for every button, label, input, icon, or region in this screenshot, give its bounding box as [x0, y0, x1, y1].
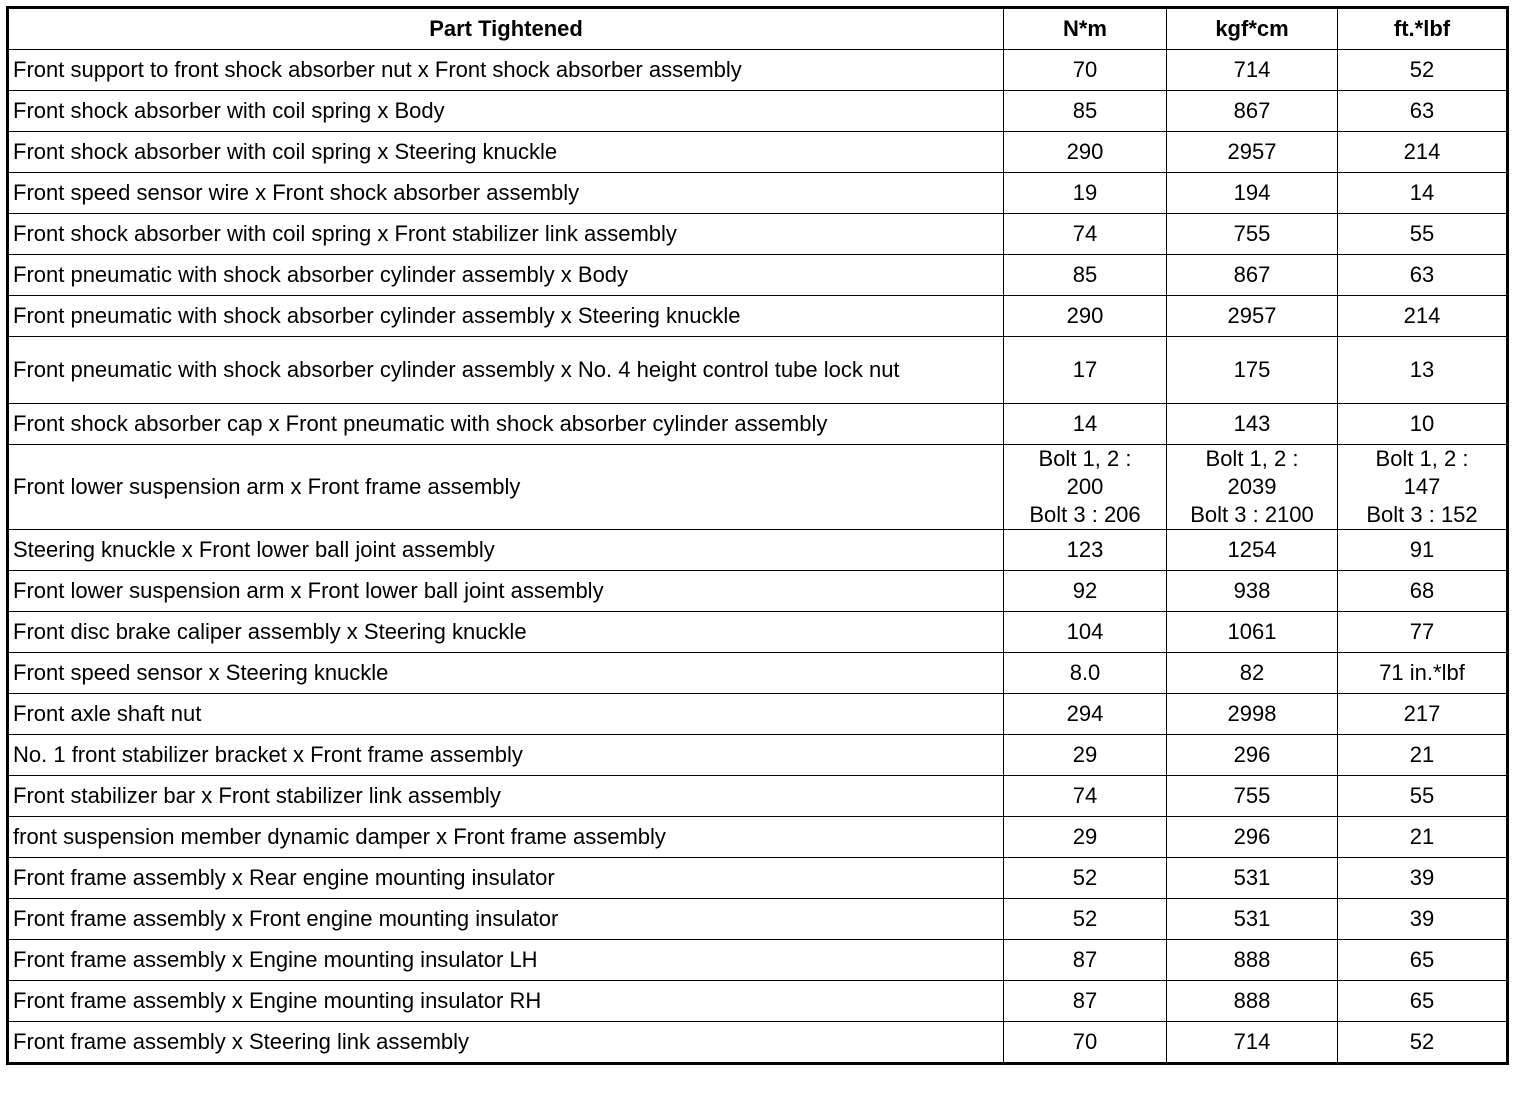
- kgfcm-cell: 296: [1167, 735, 1338, 776]
- table-row: [8, 899, 1508, 940]
- ftlbf-cell: 13: [1338, 337, 1508, 404]
- table-row: [8, 735, 1508, 776]
- table-row: [8, 858, 1508, 899]
- torque-spec-table: [6, 6, 1509, 1065]
- table-row: [8, 776, 1508, 817]
- ftlbf-cell: Bolt 1, 2 : 147 Bolt 3 : 152: [1338, 445, 1508, 530]
- ftlbf-cell: 21: [1338, 735, 1508, 776]
- nm-cell: 29: [1004, 817, 1167, 858]
- kgfcm-cell: 888: [1167, 940, 1338, 981]
- ftlbf-cell: 21: [1338, 817, 1508, 858]
- kgfcm-cell: 2957: [1167, 132, 1338, 173]
- ftlbf-cell: 68: [1338, 571, 1508, 612]
- nm-cell: 74: [1004, 776, 1167, 817]
- kgfcm-cell: 1061: [1167, 612, 1338, 653]
- kgfcm-cell: 194: [1167, 173, 1338, 214]
- part-cell: Front frame assembly x Front engine mounting insulator: [8, 899, 1004, 940]
- part-cell: Front pneumatic with shock absorber cylinder assembly x Body: [8, 255, 1004, 296]
- nm-cell: 74: [1004, 214, 1167, 255]
- part-cell: Front shock absorber with coil spring x Steering knuckle: [8, 132, 1004, 173]
- ftlbf-cell: 65: [1338, 981, 1508, 1022]
- ftlbf-cell: 65: [1338, 940, 1508, 981]
- table-row: [8, 214, 1508, 255]
- table-row: [8, 817, 1508, 858]
- nm-cell: 92: [1004, 571, 1167, 612]
- kgfcm-cell: 888: [1167, 981, 1338, 1022]
- table-row: [8, 530, 1508, 571]
- part-cell: Front support to front shock absorber nut x Front shock absorber assembly: [8, 50, 1004, 91]
- ftlbf-cell: 77: [1338, 612, 1508, 653]
- ftlbf-cell: 214: [1338, 296, 1508, 337]
- nm-cell: 14: [1004, 404, 1167, 445]
- kgfcm-cell: 938: [1167, 571, 1338, 612]
- part-cell: Front frame assembly x Engine mounting insulator LH: [8, 940, 1004, 981]
- ftlbf-cell: 91: [1338, 530, 1508, 571]
- part-cell: Front disc brake caliper assembly x Steering knuckle: [8, 612, 1004, 653]
- nm-cell: 70: [1004, 1022, 1167, 1064]
- part-cell: Front lower suspension arm x Front lower ball joint assembly: [8, 571, 1004, 612]
- part-cell: Front shock absorber with coil spring x Front stabilizer link assembly: [8, 214, 1004, 255]
- part-cell: Front shock absorber cap x Front pneumatic with shock absorber cylinder assembly: [8, 404, 1004, 445]
- kgfcm-cell: 867: [1167, 91, 1338, 132]
- part-cell: Front frame assembly x Rear engine mounting insulator: [8, 858, 1004, 899]
- part-cell: Front frame assembly x Steering link assembly: [8, 1022, 1004, 1064]
- part-cell: Front shock absorber with coil spring x Body: [8, 91, 1004, 132]
- kgfcm-cell: 867: [1167, 255, 1338, 296]
- ftlbf-cell: 63: [1338, 91, 1508, 132]
- kgfcm-cell: 714: [1167, 50, 1338, 91]
- part-cell: Front pneumatic with shock absorber cylinder assembly x No. 4 height control tube lock nut: [8, 337, 1004, 404]
- table-row: [8, 50, 1508, 91]
- kgfcm-cell: 531: [1167, 899, 1338, 940]
- kgfcm-cell: Bolt 1, 2 : 2039 Bolt 3 : 2100: [1167, 445, 1338, 530]
- part-cell: Front stabilizer bar x Front stabilizer link assembly: [8, 776, 1004, 817]
- part-cell: No. 1 front stabilizer bracket x Front frame assembly: [8, 735, 1004, 776]
- kgfcm-cell: 531: [1167, 858, 1338, 899]
- header-ftlbf: ft.*lbf: [1338, 8, 1508, 50]
- ftlbf-cell: 63: [1338, 255, 1508, 296]
- nm-cell: 294: [1004, 694, 1167, 735]
- table-row: [8, 296, 1508, 337]
- kgfcm-cell: 2998: [1167, 694, 1338, 735]
- nm-cell: 85: [1004, 255, 1167, 296]
- part-cell: Front speed sensor x Steering knuckle: [8, 653, 1004, 694]
- nm-cell: 29: [1004, 735, 1167, 776]
- nm-cell: 290: [1004, 296, 1167, 337]
- table-row: [8, 694, 1508, 735]
- part-cell: front suspension member dynamic damper x Front frame assembly: [8, 817, 1004, 858]
- table-row: [8, 612, 1508, 653]
- nm-cell: 8.0: [1004, 653, 1167, 694]
- ftlbf-cell: 55: [1338, 776, 1508, 817]
- kgfcm-cell: 2957: [1167, 296, 1338, 337]
- part-cell: Front axle shaft nut: [8, 694, 1004, 735]
- nm-cell: 52: [1004, 899, 1167, 940]
- ftlbf-cell: 52: [1338, 1022, 1508, 1064]
- nm-cell: 85: [1004, 91, 1167, 132]
- header-nm: N*m: [1004, 8, 1167, 50]
- table-row: [8, 132, 1508, 173]
- part-cell: Front lower suspension arm x Front frame assembly: [8, 445, 1004, 530]
- header-row: [8, 8, 1508, 50]
- ftlbf-cell: 214: [1338, 132, 1508, 173]
- header-part-tightened: Part Tightened: [8, 8, 1004, 50]
- ftlbf-cell: 10: [1338, 404, 1508, 445]
- kgfcm-cell: 714: [1167, 1022, 1338, 1064]
- table-row: [8, 1022, 1508, 1064]
- ftlbf-cell: 39: [1338, 858, 1508, 899]
- part-cell: Steering knuckle x Front lower ball joint assembly: [8, 530, 1004, 571]
- ftlbf-cell: 52: [1338, 50, 1508, 91]
- ftlbf-cell: 217: [1338, 694, 1508, 735]
- nm-cell: 52: [1004, 858, 1167, 899]
- table-row: [8, 404, 1508, 445]
- table-row: [8, 571, 1508, 612]
- ftlbf-cell: 55: [1338, 214, 1508, 255]
- kgfcm-cell: 143: [1167, 404, 1338, 445]
- table-row: [8, 445, 1508, 530]
- kgfcm-cell: 755: [1167, 214, 1338, 255]
- nm-cell: 104: [1004, 612, 1167, 653]
- ftlbf-cell: 14: [1338, 173, 1508, 214]
- header-kgfcm: kgf*cm: [1167, 8, 1338, 50]
- kgfcm-cell: 82: [1167, 653, 1338, 694]
- nm-cell: 123: [1004, 530, 1167, 571]
- nm-cell: 87: [1004, 940, 1167, 981]
- table-row: [8, 981, 1508, 1022]
- nm-cell: 87: [1004, 981, 1167, 1022]
- kgfcm-cell: 755: [1167, 776, 1338, 817]
- table-row: [8, 653, 1508, 694]
- nm-cell: 290: [1004, 132, 1167, 173]
- ftlbf-cell: 39: [1338, 899, 1508, 940]
- nm-cell: 17: [1004, 337, 1167, 404]
- ftlbf-cell: 71 in.*lbf: [1338, 653, 1508, 694]
- part-cell: Front frame assembly x Engine mounting insulator RH: [8, 981, 1004, 1022]
- table-row: [8, 91, 1508, 132]
- kgfcm-cell: 175: [1167, 337, 1338, 404]
- nm-cell: Bolt 1, 2 : 200 Bolt 3 : 206: [1004, 445, 1167, 530]
- table-row: [8, 940, 1508, 981]
- table-row: [8, 255, 1508, 296]
- kgfcm-cell: 296: [1167, 817, 1338, 858]
- table-row: [8, 173, 1508, 214]
- part-cell: Front speed sensor wire x Front shock absorber assembly: [8, 173, 1004, 214]
- part-cell: Front pneumatic with shock absorber cylinder assembly x Steering knuckle: [8, 296, 1004, 337]
- nm-cell: 70: [1004, 50, 1167, 91]
- table-row: [8, 337, 1508, 404]
- kgfcm-cell: 1254: [1167, 530, 1338, 571]
- nm-cell: 19: [1004, 173, 1167, 214]
